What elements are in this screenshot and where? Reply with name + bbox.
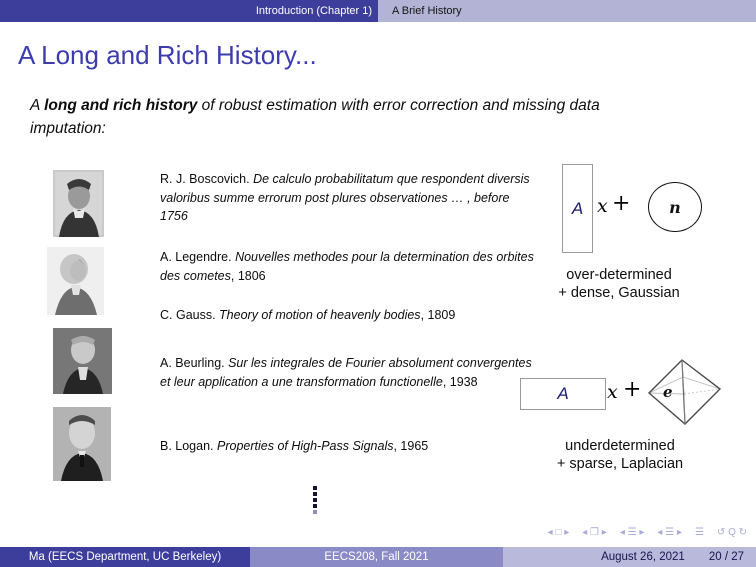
nav-frame-buttons[interactable]: ◂ ❐ ▸ — [582, 527, 607, 538]
section-label[interactable]: Introduction (Chapter 1) — [255, 5, 372, 17]
ref-year: , 1809 — [420, 308, 456, 322]
caption-underdetermined: underdetermined — [565, 438, 675, 454]
portrait-logan-image — [53, 407, 111, 481]
matrix-A-label: A — [557, 384, 569, 403]
error-e-label: e — [663, 383, 673, 401]
noise-n-label: n — [669, 197, 681, 217]
ref-title: De calculo probabilitatum que respondent diversis valoribus summe errorum post plures observationes … , before 1756 — [160, 172, 530, 223]
author-label: Ma (EECS Department, UC Berkeley) — [28, 551, 222, 563]
page-number: 20 / 27 — [708, 551, 744, 563]
math-plus-over: + — [612, 191, 631, 216]
date-label: August 26, 2021 — [601, 551, 685, 563]
ref-author: A. Beurling. — [160, 356, 229, 370]
headline-subsection[interactable] — [378, 0, 756, 22]
portrait-legendre-image — [47, 247, 104, 315]
nav-subsection-buttons[interactable]: ◂ ☰ ▸ — [619, 527, 645, 538]
frame-title: A Long and Rich History... — [18, 40, 317, 70]
footline-author — [0, 547, 250, 567]
nav-slide-buttons[interactable]: ◂ □ ▸ — [547, 527, 570, 538]
ref-year: , 1965 — [393, 439, 429, 453]
portrait-legendre — [47, 247, 104, 315]
reference-logan — [160, 437, 534, 456]
nav-search-buttons[interactable]: ↺ Q ↻ — [716, 527, 747, 538]
intro-post: of robust estimation with error correction and missing data imputation: — [30, 97, 600, 138]
portrait-boscovich — [53, 170, 104, 237]
nav-section-buttons[interactable]: ◂ ☰ ▸ — [657, 527, 682, 538]
reference-gauss — [160, 306, 534, 325]
matrix-A-label: A — [571, 198, 584, 218]
footline-date-page — [503, 547, 756, 567]
portrait-laplace — [53, 328, 112, 394]
ref-title: Nouvelles methodes pour la determination des orbites des cometes — [160, 250, 534, 283]
portrait-logan — [53, 407, 111, 481]
caption-over-determined: over-determined — [566, 267, 672, 283]
portrait-boscovich-image — [53, 170, 104, 237]
math-plus-under: + — [623, 377, 642, 402]
course-label: EECS208, Fall 2021 — [324, 551, 429, 563]
math-x-under: x — [607, 381, 618, 403]
ref-title: Sur les integrales de Fourier absolument convergentes et leur application a une transformation functionelle — [160, 356, 532, 389]
portrait-laplace-image — [53, 328, 112, 394]
reference-legendre — [160, 248, 534, 285]
reference-beurling — [160, 354, 534, 391]
headline-bar — [0, 0, 756, 22]
caption-sparse-laplacian: + sparse, Laplacian — [556, 456, 684, 472]
headline-section[interactable] — [0, 0, 378, 22]
math-x-over: x — [597, 195, 608, 217]
ref-author: B. Logan. — [160, 439, 217, 453]
intro-bold: long and rich history — [44, 97, 198, 114]
caption-dense-gaussian: + dense, Gaussian — [558, 285, 680, 301]
intro-text — [30, 94, 678, 141]
subsection-label[interactable]: A Brief History — [392, 5, 462, 17]
navigation-symbols — [548, 527, 747, 538]
octahedron-l1-ball — [644, 354, 726, 430]
ref-title: Properties of High-Pass Signals — [217, 439, 394, 453]
reference-boscovich — [160, 170, 534, 226]
vdots-ellipsis — [313, 486, 317, 514]
ref-author: R. J. Boscovich. — [160, 172, 254, 186]
footline-course — [250, 547, 503, 567]
intro-pre: A — [30, 97, 45, 114]
footline-bar — [0, 547, 756, 567]
wide-matrix-box — [520, 378, 606, 410]
ref-author: A. Legendre. — [160, 250, 236, 264]
ref-author: C. Gauss. — [160, 308, 220, 322]
nav-appendix-button[interactable]: ☰ — [694, 527, 704, 538]
gaussian-noise-circle — [648, 182, 702, 232]
tall-matrix-box — [562, 164, 593, 253]
ref-title: Theory of motion of heavenly bodies — [219, 308, 421, 322]
ref-year: , 1938 — [442, 374, 478, 389]
ref-year: , 1806 — [230, 268, 266, 283]
